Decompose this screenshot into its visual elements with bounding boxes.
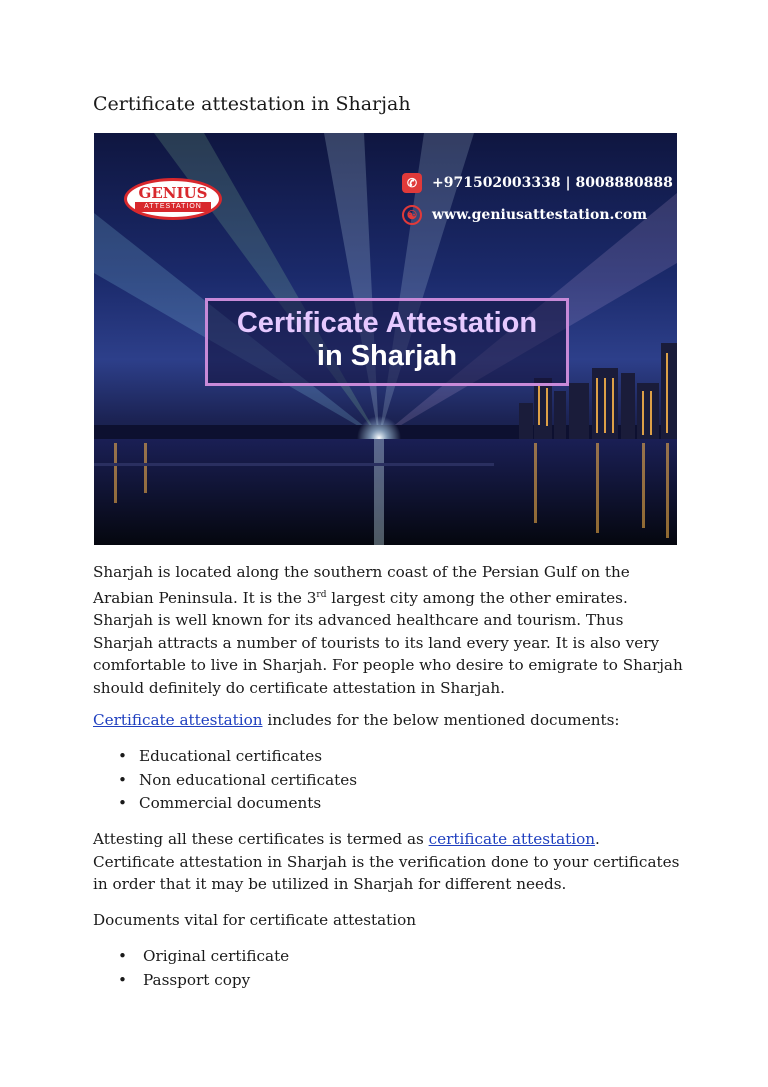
includes-paragraph bbox=[93, 709, 683, 732]
list-item: • Non educational certificates bbox=[118, 769, 357, 793]
headline-line-1: Certificate Attestation bbox=[236, 307, 538, 339]
certificate-attestation-link-2[interactable]: certificate attestation bbox=[428, 830, 596, 848]
banner-headline bbox=[205, 298, 569, 386]
intro-text-part2: largest city among the other emirates. Sharjah is well known for its advanced healthcare and tourism. Thus Sharjah attracts a number of tourists to its land every year. It is also very comfortable to live in Sharjah. For people who desire to emigrate to Sharjah should definitely do certificate attestation in Sharjah. bbox=[93, 588, 683, 697]
includes-text: includes for the below mentioned documents: bbox=[262, 711, 620, 729]
pier bbox=[94, 463, 494, 466]
list-item: • Educational certificates bbox=[118, 745, 357, 769]
documents-heading: Documents vital for certificate attestation bbox=[93, 911, 417, 929]
contact-website bbox=[402, 205, 647, 225]
genius-logo bbox=[124, 178, 222, 220]
intro-paragraph bbox=[93, 561, 683, 699]
page-title: Certificate attestation in Sharjah bbox=[93, 93, 411, 115]
vital-documents-list bbox=[118, 945, 289, 992]
certificate-attestation-link[interactable]: Certificate attestation bbox=[93, 711, 263, 729]
website-url: www.geniusattestation.com bbox=[432, 207, 648, 223]
phone-icon: ✆ bbox=[402, 173, 422, 193]
globe-icon: ☯ bbox=[402, 205, 422, 225]
logo-subtitle: ATTESTATION bbox=[135, 202, 211, 212]
document-types-list bbox=[118, 745, 357, 816]
phone-number: +971502003338 | 8008880888 bbox=[432, 175, 673, 191]
intro-text-part1: Sharjah is located along the southern coast of the Persian Gulf on the Arabian Peninsula. It is the 3 bbox=[93, 563, 630, 607]
definition-text-after: . Certificate attestation in Sharjah is the verification done to your certificates in order that it may be utilized in Sharjah for different needs. bbox=[93, 830, 680, 893]
contact-phone bbox=[402, 173, 673, 193]
ordinal-suffix: rd bbox=[316, 589, 327, 600]
water bbox=[94, 439, 677, 545]
list-item: • Commercial documents bbox=[118, 792, 357, 816]
banner-image bbox=[94, 133, 677, 545]
list-item: • Original certificate bbox=[118, 945, 289, 969]
definition-text-before: Attesting all these certificates is termed as bbox=[93, 830, 429, 848]
logo-word: GENIUS bbox=[138, 184, 208, 202]
headline-line-2: in Sharjah bbox=[316, 340, 458, 372]
list-item: • Passport copy bbox=[118, 969, 289, 993]
glow-reflection bbox=[374, 439, 384, 545]
definition-paragraph bbox=[93, 828, 683, 896]
